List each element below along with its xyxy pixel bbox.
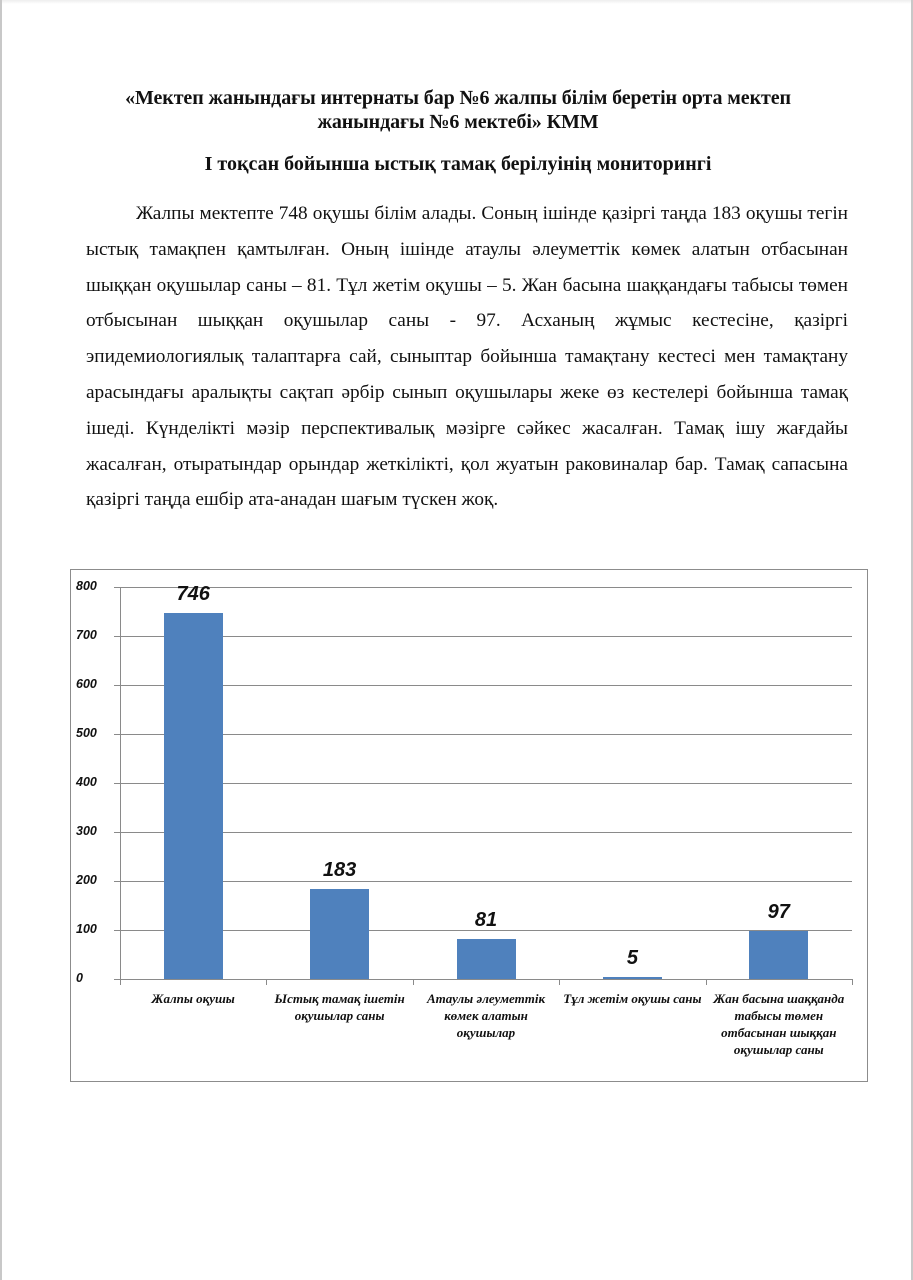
x-tick <box>852 979 853 985</box>
gridline <box>120 832 852 833</box>
page-border-left <box>0 0 2 1280</box>
y-tick <box>114 881 120 882</box>
page-top-shadow <box>0 0 913 4</box>
y-tick-label: 0 <box>76 971 83 985</box>
bar <box>457 939 516 979</box>
y-tick <box>114 783 120 784</box>
y-tick-label: 300 <box>76 824 97 838</box>
y-tick-label: 100 <box>76 922 97 936</box>
bar-value-label: 183 <box>322 859 357 882</box>
bar <box>603 977 662 979</box>
x-category-label: Жан басына шаққанда табысы төмен отбасынан шыққан оқушылар саны <box>713 991 845 1057</box>
gridline <box>120 685 852 686</box>
y-tick <box>114 734 120 735</box>
y-tick-label: 400 <box>76 775 97 789</box>
bar-value-label: 81 <box>474 909 498 932</box>
y-tick <box>114 685 120 686</box>
y-tick-label: 500 <box>76 726 97 740</box>
x-tick <box>120 979 121 985</box>
y-tick-label: 600 <box>76 677 97 691</box>
y-tick <box>114 930 120 931</box>
body-paragraph: Жалпы мектепте 748 оқушы білім алады. Соның ішінде қазіргі таңда 183 оқушы тегін ыстық тамақпен қамтылған. Оның ішінде атаулы әлеуметтік көмек алатын отбасынан шыққан оқушылар саны – 81. Тұл жетім оқушы – 5. Жан басына шаққандағы табысы төмен отбысынан шыққан оқушылар саны - 97. Асханың жұмыс кестесіне, қазіргі эпидемиологиялық талаптарға сай, сыныптар бойынша тамақтану кестесі мен тамақтану арасындағы аралықты сақтап әрбір сынып оқушылары жеке өз кестелері бойынша тамақ ішеді. Күнделікті мәзір перспективалық мәзірге сәйкес жасалған. Тамақ ішу жағдайы жасалған, отыратындар орындар жеткілікті, қол жуатын раковиналар бар. Тамақ сапасына қазіргі таңда ешбір ата-анадан шағым түскен жоқ. <box>86 203 848 511</box>
gridline <box>120 636 852 637</box>
bar <box>749 931 808 979</box>
y-tick-label: 200 <box>76 873 97 887</box>
gridline <box>120 881 852 882</box>
document-title: «Мектеп жанындағы интернаты бар №6 жалпы білім беретін орта мектеп жанындағы №6 мектебі» КММ <box>125 87 791 133</box>
x-tick <box>706 979 707 985</box>
bar-value-label: 746 <box>176 583 210 606</box>
gridline <box>120 734 852 735</box>
document-subtitle: І тоқсан бойынша ыстық тамақ берілуінің мониторингі <box>204 153 712 175</box>
y-tick <box>114 832 120 833</box>
x-category-label: Тұл жетім оқушы саны <box>563 991 702 1006</box>
y-tick <box>114 636 120 637</box>
y-tick <box>114 587 120 588</box>
y-tick-label: 700 <box>76 628 97 642</box>
x-tick <box>559 979 560 985</box>
gridline <box>120 783 852 784</box>
bar-value-label: 97 <box>767 901 790 924</box>
x-tick <box>266 979 267 985</box>
x-tick <box>413 979 414 985</box>
x-category-label: Ыстық тамақ ішетін оқушылар саны <box>274 991 405 1023</box>
bar-value-label: 5 <box>626 946 638 969</box>
bar <box>310 889 369 979</box>
y-tick-label: 800 <box>76 579 97 593</box>
bar <box>164 613 223 979</box>
gridline <box>120 979 852 980</box>
x-category-label: Атаулы әлеуметтік көмек алатын оқушылар <box>426 991 546 1040</box>
x-category-label: Жалпы оқушы <box>151 991 235 1006</box>
